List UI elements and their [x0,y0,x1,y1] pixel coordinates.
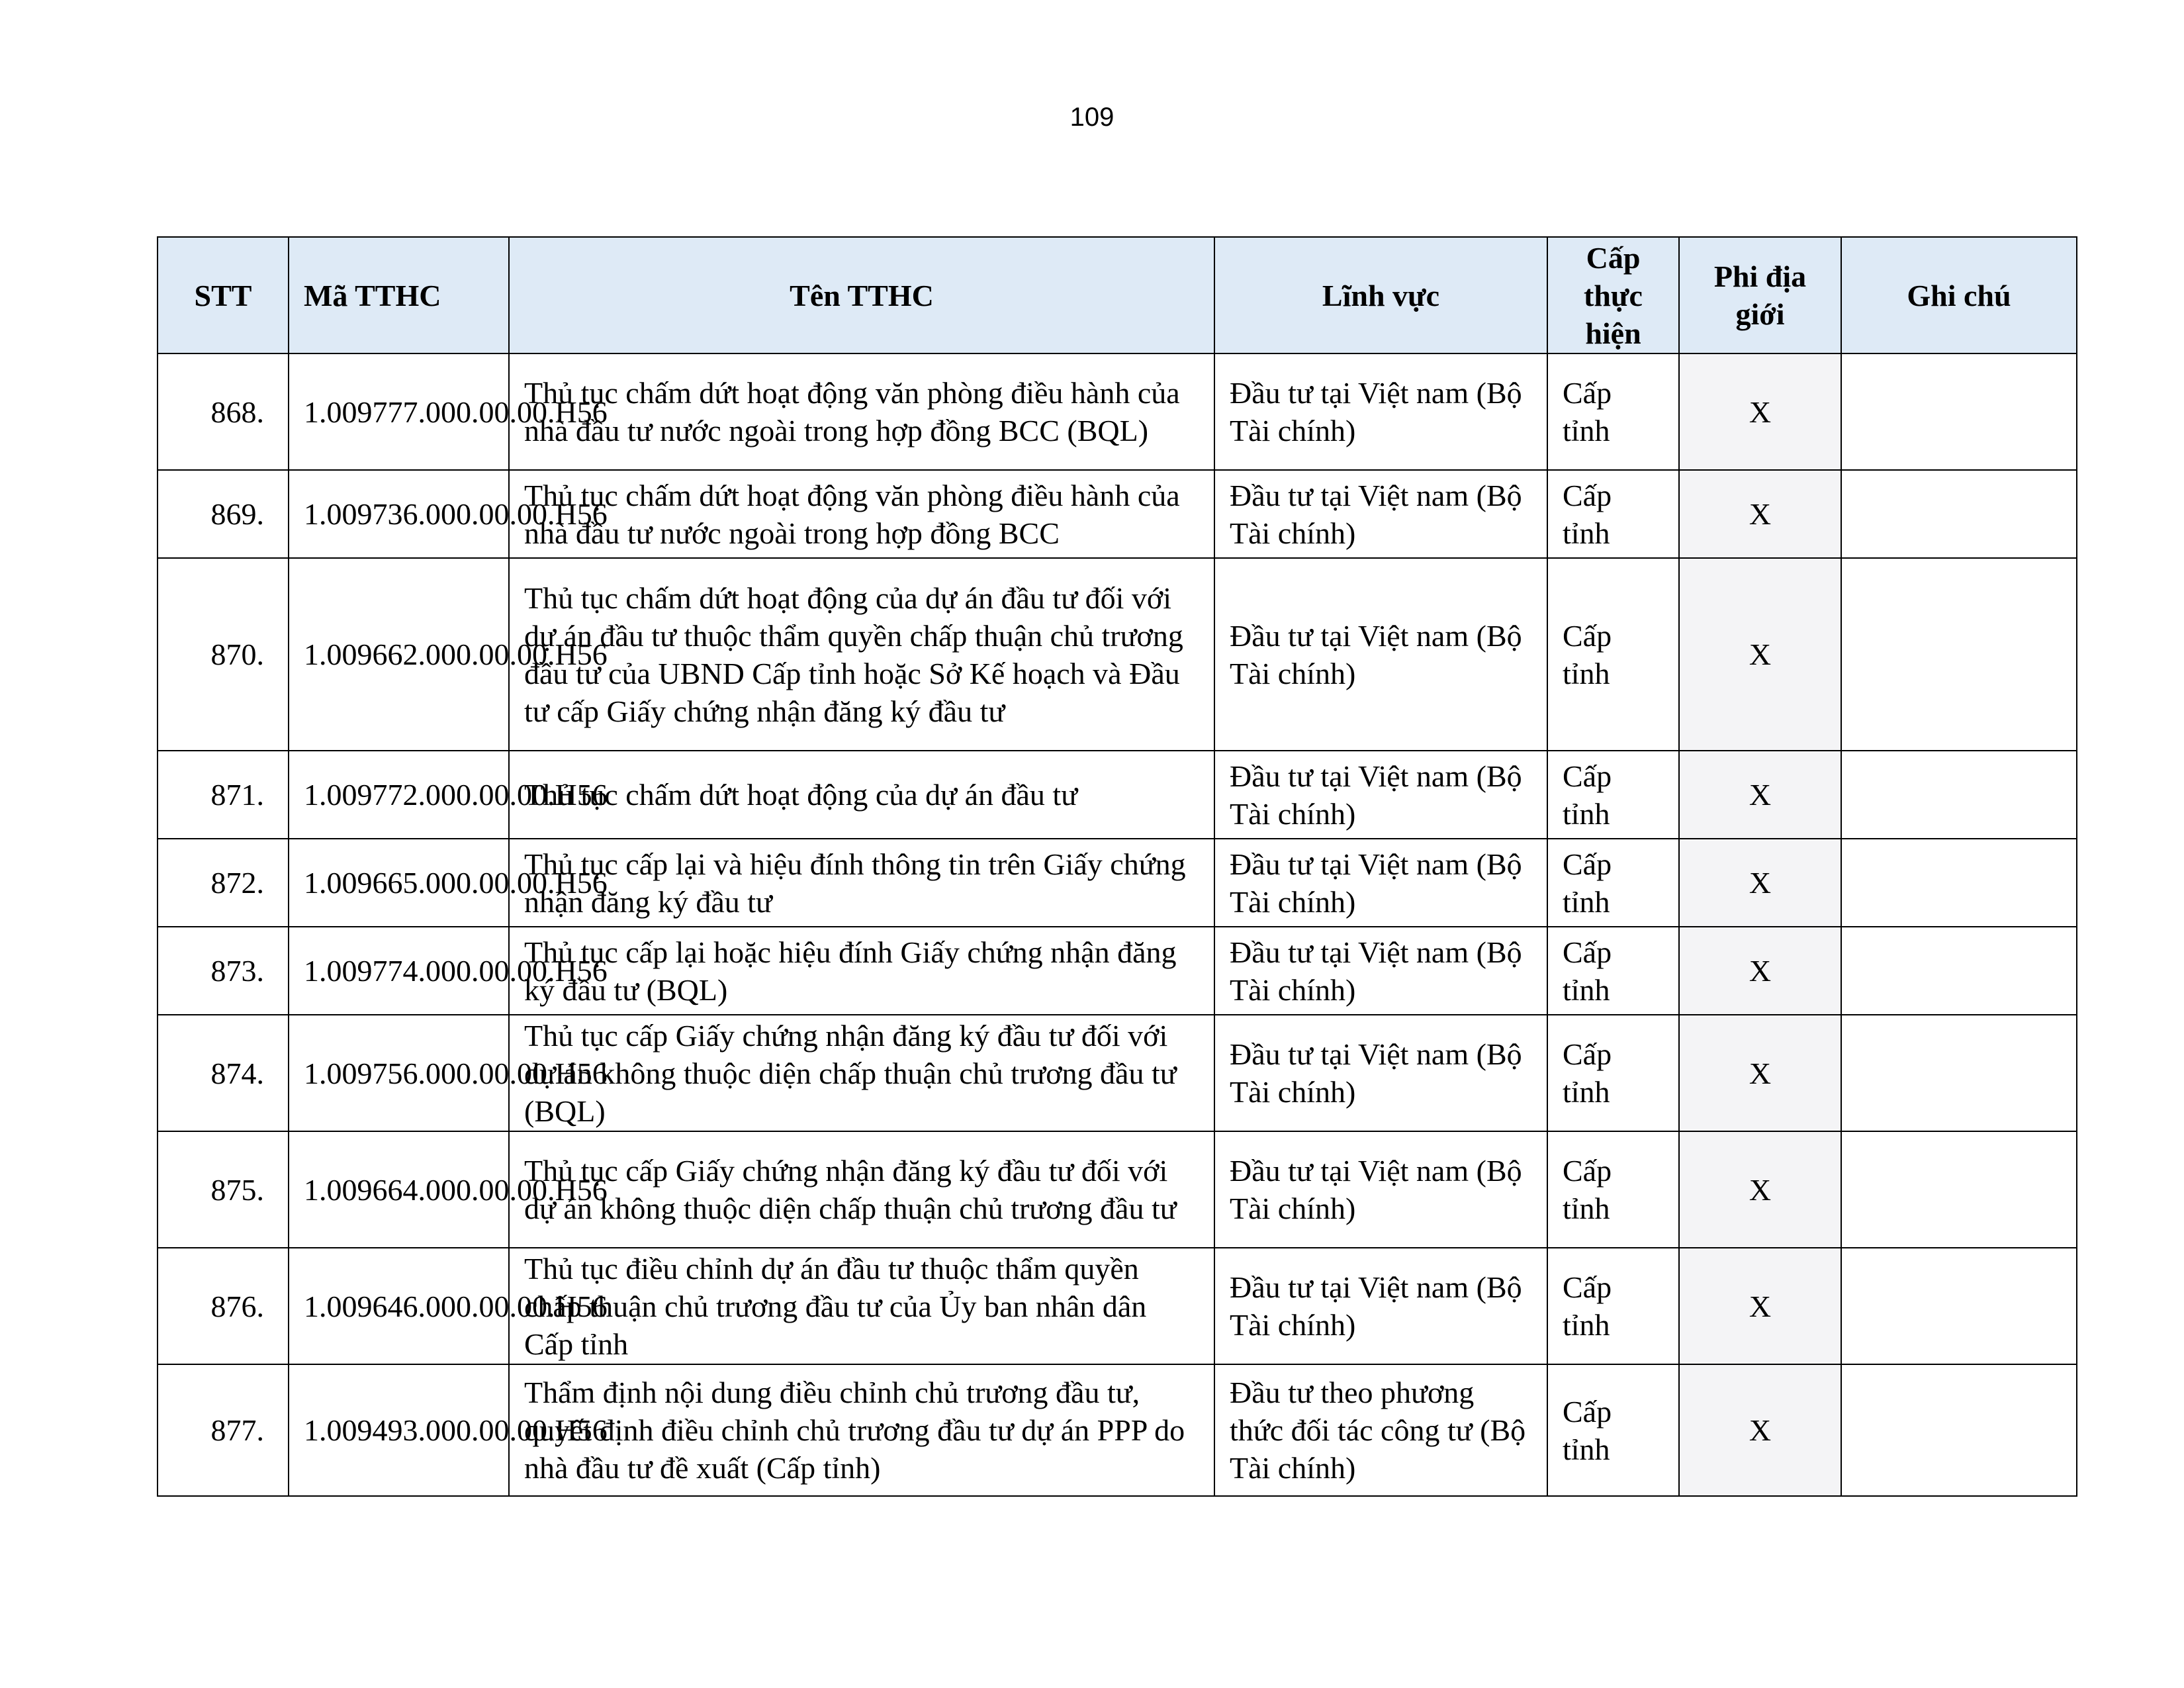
table-row [158,927,2077,1015]
cell-stt: 872. [158,839,289,927]
cell-cap-thuc-hien: Cấp tỉnh [1547,353,1679,470]
header-cap-thuc-hien: Cấp thực hiện [1547,237,1679,353]
table-row [158,1131,2077,1248]
header-ghi-chu: Ghi chú [1841,237,2077,353]
cell-linh-vuc: Đầu tư tại Việt nam (Bộ Tài chính) [1214,470,1547,558]
cell-ma-tthc: 1.009772.000.00.00.H56 [289,751,509,839]
cell-cap-thuc-hien: Cấp tỉnh [1547,1248,1679,1364]
cell-ma-tthc: 1.009665.000.00.00.H56 [289,839,509,927]
cell-ten-tthc: Thủ tục chấm dứt hoạt động văn phòng điều hành của nhà đầu tư nước ngoài trong hợp đồng BCC (BQL) [509,353,1214,470]
cell-linh-vuc: Đầu tư tại Việt nam (Bộ Tài chính) [1214,558,1547,751]
cell-ma-tthc: 1.009664.000.00.00.H56 [289,1131,509,1248]
cell-phi-dia-gioi: X [1679,558,1841,751]
header-stt: STT [158,237,289,353]
cell-stt: 877. [158,1364,289,1496]
cell-ma-tthc: 1.009777.000.00.00.H56 [289,353,509,470]
cell-ten-tthc: Thủ tục cấp Giấy chứng nhận đăng ký đầu tư đối với dự án không thuộc diện chấp thuận chủ trương đầu tư (BQL) [509,1015,1214,1131]
header-row [158,237,2077,353]
header-linh-vuc: Lĩnh vực [1214,237,1547,353]
cell-ghi-chu [1841,751,2077,839]
cell-ghi-chu [1841,839,2077,927]
table-row [158,839,2077,927]
cell-stt: 875. [158,1131,289,1248]
table-row [158,751,2077,839]
cell-cap-thuc-hien: Cấp tỉnh [1547,558,1679,751]
table-row [158,1364,2077,1496]
cell-ghi-chu [1841,1015,2077,1131]
cell-ma-tthc: 1.009493.000.00.00.H56 [289,1364,509,1496]
cell-phi-dia-gioi: X [1679,1248,1841,1364]
cell-linh-vuc: Đầu tư tại Việt nam (Bộ Tài chính) [1214,751,1547,839]
cell-ten-tthc: Thủ tục cấp lại và hiệu đính thông tin trên Giấy chứng nhận đăng ký đầu tư [509,839,1214,927]
cell-stt: 873. [158,927,289,1015]
cell-ten-tthc: Thủ tục cấp lại hoặc hiệu đính Giấy chứng nhận đăng ký đầu tư (BQL) [509,927,1214,1015]
cell-phi-dia-gioi: X [1679,1015,1841,1131]
cell-linh-vuc: Đầu tư tại Việt nam (Bộ Tài chính) [1214,927,1547,1015]
cell-phi-dia-gioi: X [1679,353,1841,470]
header-ten-tthc: Tên TTHC [509,237,1214,353]
table-body [158,353,2077,1496]
cell-linh-vuc: Đầu tư tại Việt nam (Bộ Tài chính) [1214,1015,1547,1131]
cell-ghi-chu [1841,470,2077,558]
cell-stt: 868. [158,353,289,470]
cell-cap-thuc-hien: Cấp tỉnh [1547,751,1679,839]
cell-ten-tthc: Thủ tục cấp Giấy chứng nhận đăng ký đầu tư đối với dự án không thuộc diện chấp thuận chủ trương đầu tư [509,1131,1214,1248]
table-row [158,353,2077,470]
cell-cap-thuc-hien: Cấp tỉnh [1547,927,1679,1015]
cell-cap-thuc-hien: Cấp tỉnh [1547,1131,1679,1248]
cell-cap-thuc-hien: Cấp tỉnh [1547,1015,1679,1131]
cell-phi-dia-gioi: X [1679,1131,1841,1248]
cell-phi-dia-gioi: X [1679,1364,1841,1496]
cell-ten-tthc: Thủ tục chấm dứt hoạt động văn phòng điều hành của nhà đầu tư nước ngoài trong hợp đồng BCC [509,470,1214,558]
cell-ghi-chu [1841,927,2077,1015]
cell-linh-vuc: Đầu tư tại Việt nam (Bộ Tài chính) [1214,1248,1547,1364]
cell-ten-tthc: Thủ tục điều chỉnh dự án đầu tư thuộc thẩm quyền chấp thuận chủ trương đầu tư của Ủy ban nhân dân Cấp tỉnh [509,1248,1214,1364]
cell-ma-tthc: 1.009662.000.00.00.H56 [289,558,509,751]
cell-linh-vuc: Đầu tư tại Việt nam (Bộ Tài chính) [1214,1131,1547,1248]
cell-linh-vuc: Đầu tư tại Việt nam (Bộ Tài chính) [1214,353,1547,470]
cell-ma-tthc: 1.009756.000.00.00.H56 [289,1015,509,1131]
cell-linh-vuc: Đầu tư theo phương thức đối tác công tư (Bộ Tài chính) [1214,1364,1547,1496]
table-row [158,1248,2077,1364]
cell-ghi-chu [1841,1131,2077,1248]
cell-ten-tthc: Thẩm định nội dung điều chỉnh chủ trương đầu tư, quyết định điều chỉnh chủ trương đầu tư dự án PPP do nhà đầu tư đề xuất (Cấp tỉnh) [509,1364,1214,1496]
cell-ghi-chu [1841,558,2077,751]
cell-ghi-chu [1841,353,2077,470]
cell-ma-tthc: 1.009774.000.00.00.H56 [289,927,509,1015]
cell-ghi-chu [1841,1364,2077,1496]
cell-ma-tthc: 1.009646.000.00.00.H56 [289,1248,509,1364]
cell-cap-thuc-hien: Cấp tỉnh [1547,1364,1679,1496]
cell-cap-thuc-hien: Cấp tỉnh [1547,470,1679,558]
table-header [158,237,2077,353]
cell-stt: 874. [158,1015,289,1131]
cell-linh-vuc: Đầu tư tại Việt nam (Bộ Tài chính) [1214,839,1547,927]
header-ma-tthc: Mã TTHC [289,237,509,353]
cell-ten-tthc: Thủ tục chấm dứt hoạt động của dự án đầu tư [509,751,1214,839]
table-row [158,1015,2077,1131]
cell-ma-tthc: 1.009736.000.00.00.H56 [289,470,509,558]
procedures-table [157,236,2077,1497]
cell-ghi-chu [1841,1248,2077,1364]
cell-stt: 869. [158,470,289,558]
cell-cap-thuc-hien: Cấp tỉnh [1547,839,1679,927]
cell-phi-dia-gioi: X [1679,839,1841,927]
cell-stt: 871. [158,751,289,839]
cell-phi-dia-gioi: X [1679,927,1841,1015]
page-number: 109 [1069,103,1115,132]
header-phi-dia-gioi: Phi địa giới [1679,237,1841,353]
cell-phi-dia-gioi: X [1679,470,1841,558]
cell-ten-tthc: Thủ tục chấm dứt hoạt động của dự án đầu tư đối với dự án đầu tư thuộc thẩm quyền chấp thuận chủ trương đầu tư của UBND Cấp tỉnh hoặc Sở Kế hoạch và Đầu tư cấp Giấy chứng nhận đăng ký đầu tư [509,558,1214,751]
table-row [158,470,2077,558]
table-row [158,558,2077,751]
cell-stt: 870. [158,558,289,751]
cell-phi-dia-gioi: X [1679,751,1841,839]
cell-stt: 876. [158,1248,289,1364]
